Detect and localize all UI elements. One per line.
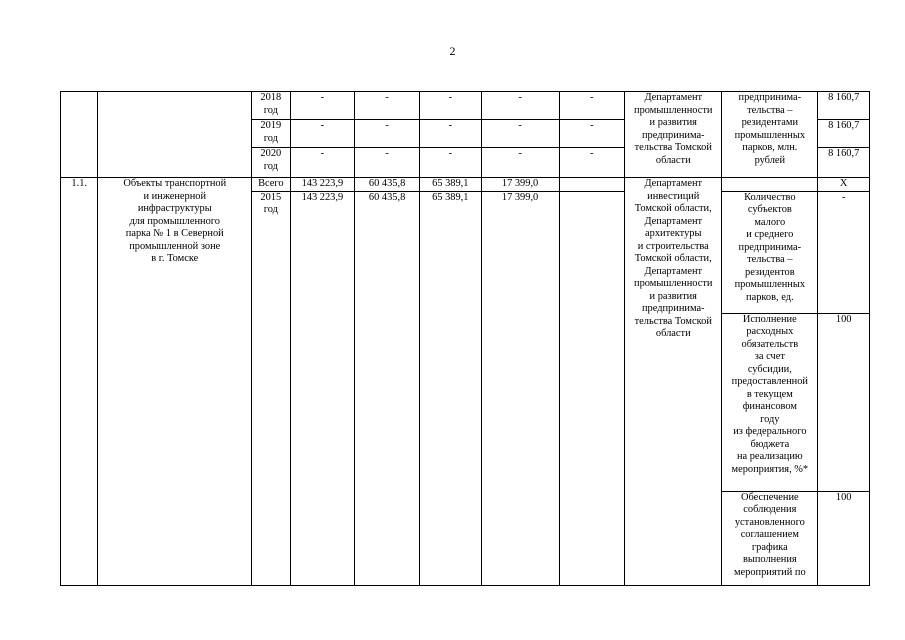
year-cell: 2019 год xyxy=(252,120,290,148)
value-cell: - xyxy=(419,120,481,148)
value-cell: - xyxy=(481,92,559,120)
value-cell: - xyxy=(290,120,355,148)
item-number: 1.1. xyxy=(61,178,98,586)
indicator-cell: Количество субъектов малого и среднего предпринима- тельства – резидентов промышленных парков, ед. xyxy=(722,191,818,313)
value-cell: - xyxy=(559,92,625,120)
value-cell: 65 389,1 xyxy=(419,178,481,192)
year-cell: Всего xyxy=(252,178,290,192)
value-cell: 17 399,0 xyxy=(481,191,559,585)
empty-number-cell xyxy=(61,92,98,178)
value-cell: - xyxy=(559,120,625,148)
value-cell: 17 399,0 xyxy=(481,178,559,192)
program-table xyxy=(60,91,870,586)
value-cell xyxy=(559,178,625,192)
indicator-cell xyxy=(722,178,818,192)
value-cell: 143 223,9 xyxy=(290,191,355,585)
value-cell: - xyxy=(419,148,481,178)
table-row xyxy=(61,178,870,192)
indicator-value-cell: Х xyxy=(818,178,870,192)
value-cell: 143 223,9 xyxy=(290,178,355,192)
value-cell: - xyxy=(355,148,420,178)
indicator-value-cell: 8 160,7 xyxy=(818,148,870,178)
page-number: 2 xyxy=(449,44,456,58)
value-cell: - xyxy=(481,148,559,178)
value-cell xyxy=(559,191,625,585)
department-cell: Департамент инвестиций Томской области, Департамент архитектуры и строительства Томской области, Департамент промышленности и развития предпринима- тельства Томской области xyxy=(625,178,722,586)
year-cell: 2020 год xyxy=(252,148,290,178)
value-cell: - xyxy=(559,148,625,178)
indicator-cell: Исполнение расходных обязательств за счет субсидии, предоставленной в текущем финансовом году из федерального бюджета на реализацию мероприятия, %* xyxy=(722,313,818,491)
indicator-cell: Обеспечение соблюдения установленного соглашением графика выполнения мероприятий по xyxy=(722,491,818,585)
indicator-value-cell: - xyxy=(818,191,870,313)
value-cell: - xyxy=(290,148,355,178)
value-cell: - xyxy=(419,92,481,120)
table-row xyxy=(61,92,870,120)
empty-name-cell xyxy=(98,92,252,178)
value-cell: 60 435,8 xyxy=(355,191,420,585)
year-cell: 2015 год xyxy=(252,191,290,585)
indicator-value-cell: 100 xyxy=(818,491,870,585)
indicator-value-cell: 8 160,7 xyxy=(818,120,870,148)
department-cell: Департамент промышленности и развития предпринима- тельства Томской области xyxy=(625,92,722,178)
indicator-cell: предпринима- тельства – резидентами промышленных парков, млн. рублей xyxy=(722,92,818,178)
value-cell: - xyxy=(481,120,559,148)
item-name: Объекты транспортной и инженерной инфраструктуры для промышленного парка № 1 в Северной промышленной зоне в г. Томске xyxy=(98,178,252,586)
value-cell: - xyxy=(355,120,420,148)
indicator-value-cell: 100 xyxy=(818,313,870,491)
value-cell: - xyxy=(355,92,420,120)
indicator-value-cell: 8 160,7 xyxy=(818,92,870,120)
value-cell: 60 435,8 xyxy=(355,178,420,192)
value-cell: - xyxy=(290,92,355,120)
year-cell: 2018 год xyxy=(252,92,290,120)
value-cell: 65 389,1 xyxy=(419,191,481,585)
